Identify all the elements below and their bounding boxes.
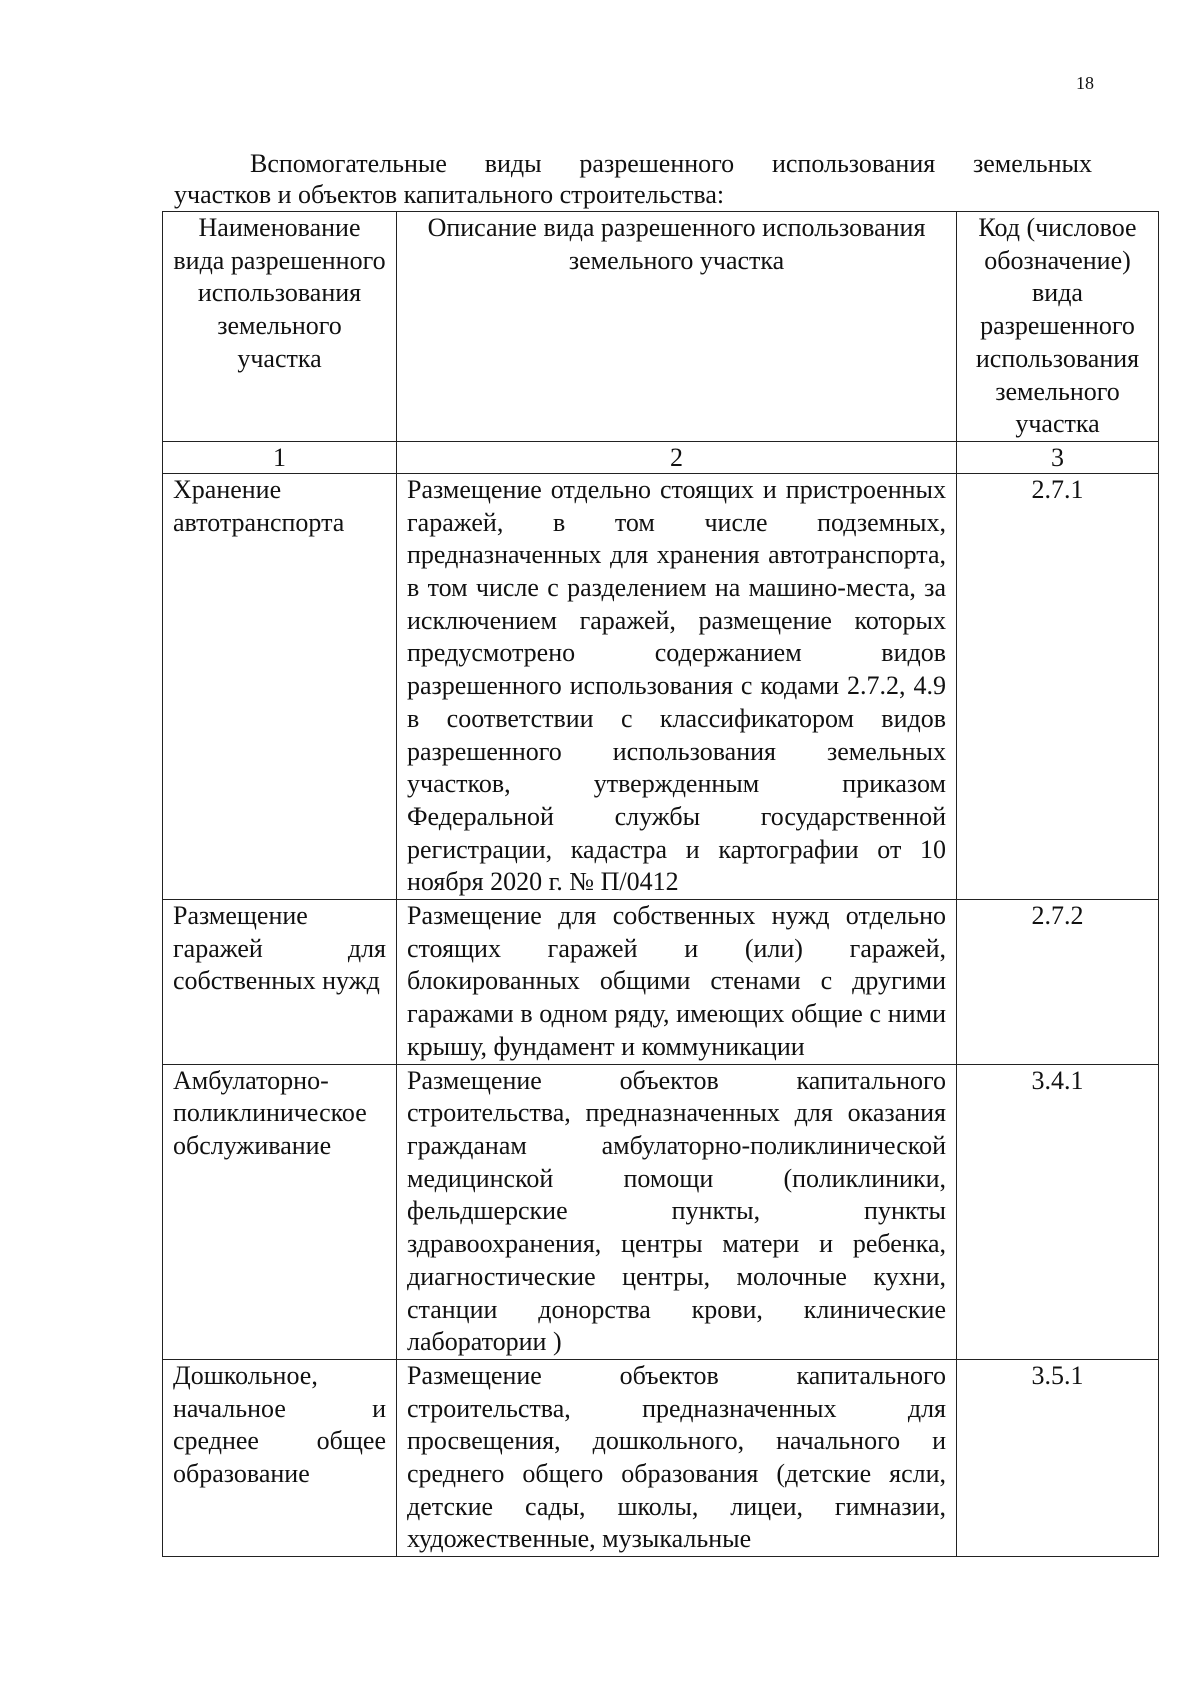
- header-name-column: Наименование вида разрешенного использования земельного участка: [163, 212, 397, 442]
- table-row: [163, 1064, 1159, 1359]
- header-code-column: Код (числовое обозначение) вида разрешенного использования земельного участка: [957, 212, 1159, 442]
- use-code-cell: 2.7.2: [957, 900, 1159, 1065]
- use-code-cell: 3.5.1: [957, 1359, 1159, 1556]
- land-use-table: [162, 211, 1159, 1557]
- table-row: [163, 1359, 1159, 1556]
- use-name-cell: Дошкольное, начальное и среднее общее образование: [163, 1359, 397, 1556]
- page-number: 18: [1076, 73, 1094, 93]
- use-name-cell: Амбулаторно-поликлиническое обслуживание: [163, 1064, 397, 1359]
- column-number: 2: [397, 441, 957, 473]
- use-code-cell: 3.4.1: [957, 1064, 1159, 1359]
- table-caption: [174, 148, 1092, 210]
- table-header-row: [163, 212, 1159, 442]
- use-name-cell: Хранение автотранспорта: [163, 473, 397, 899]
- caption-line-2: участков и объектов капитального строительства:: [174, 180, 725, 209]
- use-description-cell: Размещение объектов капитального строительства, предназначенных для оказания гражданам амбулаторно-поликлинической медицинской помощи (поликлиники, фельдшерские пункты, пункты здравоохранения, центры матери и ребенка, диагностические центры, молочные кухни, станции донорства крови, клинические лаборатории ): [397, 1064, 957, 1359]
- use-description-cell: Размещение объектов капитального строительства, предназначенных для просвещения, дошкольного, начального и среднего общего образования (детские ясли, детские сады, школы, лицеи, гимназии, художественные, музыкальные: [397, 1359, 957, 1556]
- use-name-cell: Размещение гаражей для собственных нужд: [163, 900, 397, 1065]
- column-number: 3: [957, 441, 1159, 473]
- use-description-cell: Размещение для собственных нужд отдельно стоящих гаражей и (или) гаражей, блокированных общими стенами с другими гаражами в одном ряду, имеющих общие с ними крышу, фундамент и коммуникации: [397, 900, 957, 1065]
- use-code-cell: 2.7.1: [957, 473, 1159, 899]
- column-number-row: [163, 441, 1159, 473]
- table-row: [163, 900, 1159, 1065]
- column-number: 1: [163, 441, 397, 473]
- table-row: [163, 473, 1159, 899]
- header-description-column: Описание вида разрешенного использования земельного участка: [397, 212, 957, 442]
- caption-line-1: Вспомогательные виды разрешенного использования земельных: [250, 149, 1092, 178]
- use-description-cell: Размещение отдельно стоящих и пристроенных гаражей, в том числе подземных, предназначенных для хранения автотранспорта, в том числе с разделением на машино-места, за исключением гаражей, размещение которых предусмотрено содержанием видов разрешенного использования с кодами 2.7.2, 4.9 в соответствии с классификатором видов разрешенного использования земельных участков, утвержденным приказом Федеральной службы государственной регистрации, кадастра и картографии от 10 ноября 2020 г. № П/0412: [397, 473, 957, 899]
